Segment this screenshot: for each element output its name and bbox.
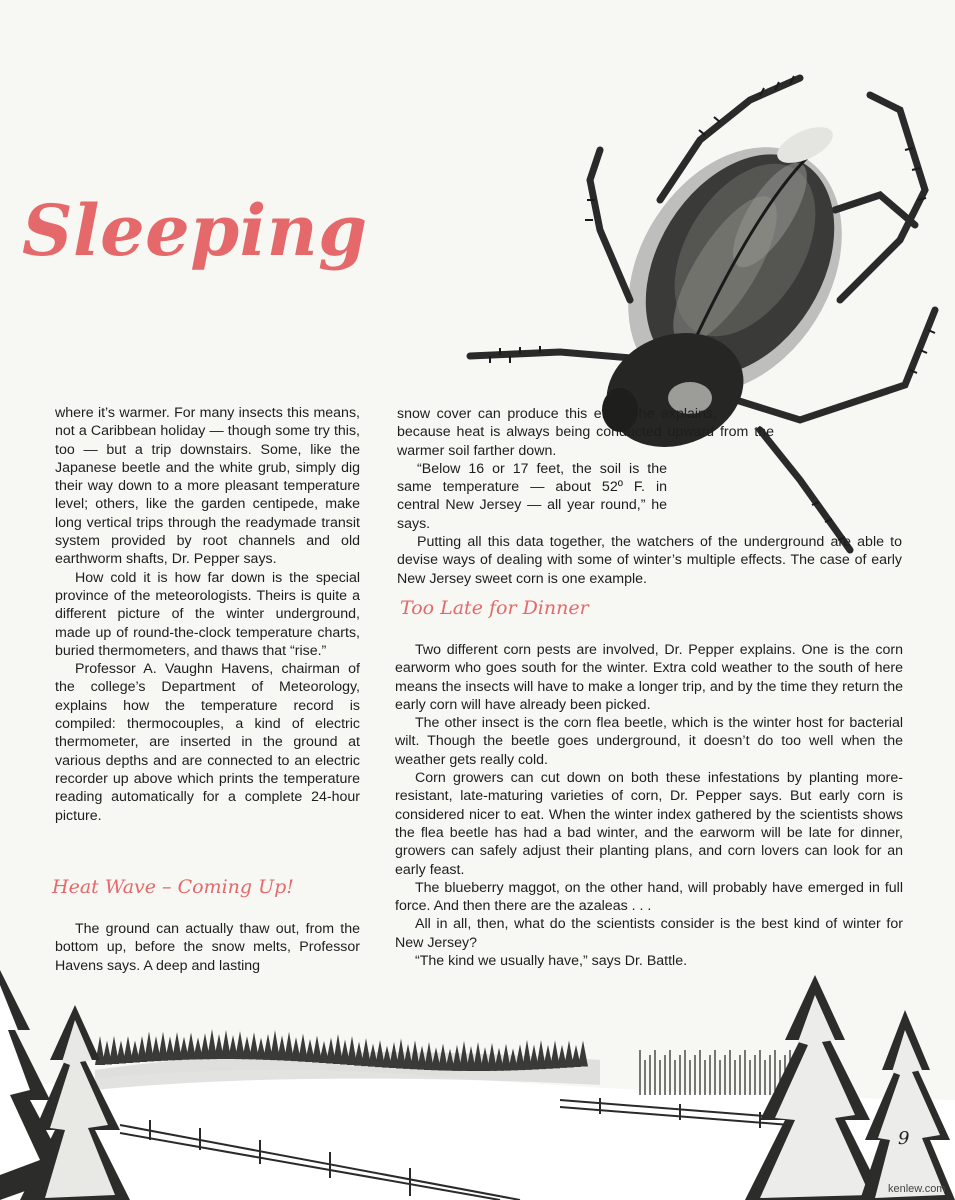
paragraph: Two different corn pests are involved, Dr. Pepper explains. One is the corn earworm who goes south for the winter. Extra cold weather to the south of here means the insects will have to make a longer trip, and by the time they return the early corn will have already been picked. [395,642,903,713]
paragraph: “Below 16 or 17 feet, the soil is the same temperature — about 52º F. in central New Jersey — all year round,” he says. [397,460,667,532]
page-number: 9 [898,1128,910,1149]
headline: Sleeping [22,189,368,272]
paragraph: The blueberry maggot, on the other hand, will probably have emerged in full force. And then there are the azaleas . . . [395,879,903,915]
left-column-top [55,404,360,825]
paragraph: where it’s warmer. For many insects this means, not a Caribbean holiday — though some try this, too — but a trip downstairs. Some, like the Japanese beetle and the white grub, simply dig their way down to a more pleasant temperature level; others, like the garden centipede, make long vertical trips through the readymade transit system provided by root channels and old earthworm shafts, Dr. Pepper says. [55,405,360,568]
right-column-top [397,405,902,588]
winter-landscape-illustration [0,965,955,1200]
snowy-trees-right [745,975,955,1200]
paragraph: The ground can actually thaw out, from the bottom up, before the snow melts, Professor Havens says. A deep and lasting [55,921,360,974]
source-credit: kenlew.com [888,1183,946,1195]
paragraph: “The kind we usually have,” says Dr. Battle. [415,953,688,970]
paragraph: How cold it is how far down is the special province of the meteorologists. Theirs is quite a different picture of the winter underground, made up of round-the-clock temperature charts, buried thermometers, and thaws that “rise.” [55,569,360,659]
paragraph: The other insect is the corn flea beetle, which is the winter host for bacterial wilt. Though the beetle goes underground, it doesn’t do too well when the weather gets really cold. [395,715,903,768]
subhead-too-late: Too Late for Dinner [400,597,589,619]
paragraph: Corn growers can cut down on both these infestations by planting more-resistant, late-maturing varieties of corn, Dr. Pepper says. But early corn is considered nicer to eat. When the winter index gathered by the scientists shows the flea beetle has had a bad winter, and the earworm will be late for dinner, growers can safely adjust their planting plans, and corn lovers can look for an early feast. [395,770,903,878]
paragraph: All in all, then, what do the scientists consider is the best kind of winter for New Jersey? [395,916,903,951]
distant-tree [578,1040,588,1066]
paragraph: snow cover can produce this effect, he explains, because heat is always being conducted upward from the warmer soil farther down. [397,406,774,459]
subhead-heat-wave: Heat Wave – Coming Up! [52,876,294,898]
paragraph: Professor A. Vaughn Havens, chairman of the college’s Department of Meteorology, explains how the temperature record is compiled: thermocouples, a kind of electric thermometer, are inserted in the ground at various depths and are connected to an electric recorder up above which prints the temperature reading automatically for a complete 24-hour picture. [55,661,360,824]
right-column-bottom [395,641,903,970]
paragraph: Putting all this data together, the watchers of the underground are able to devise ways of dealing with some of winter’s multiple effects. The case of early New Jersey sweet corn is one example. [397,534,902,587]
